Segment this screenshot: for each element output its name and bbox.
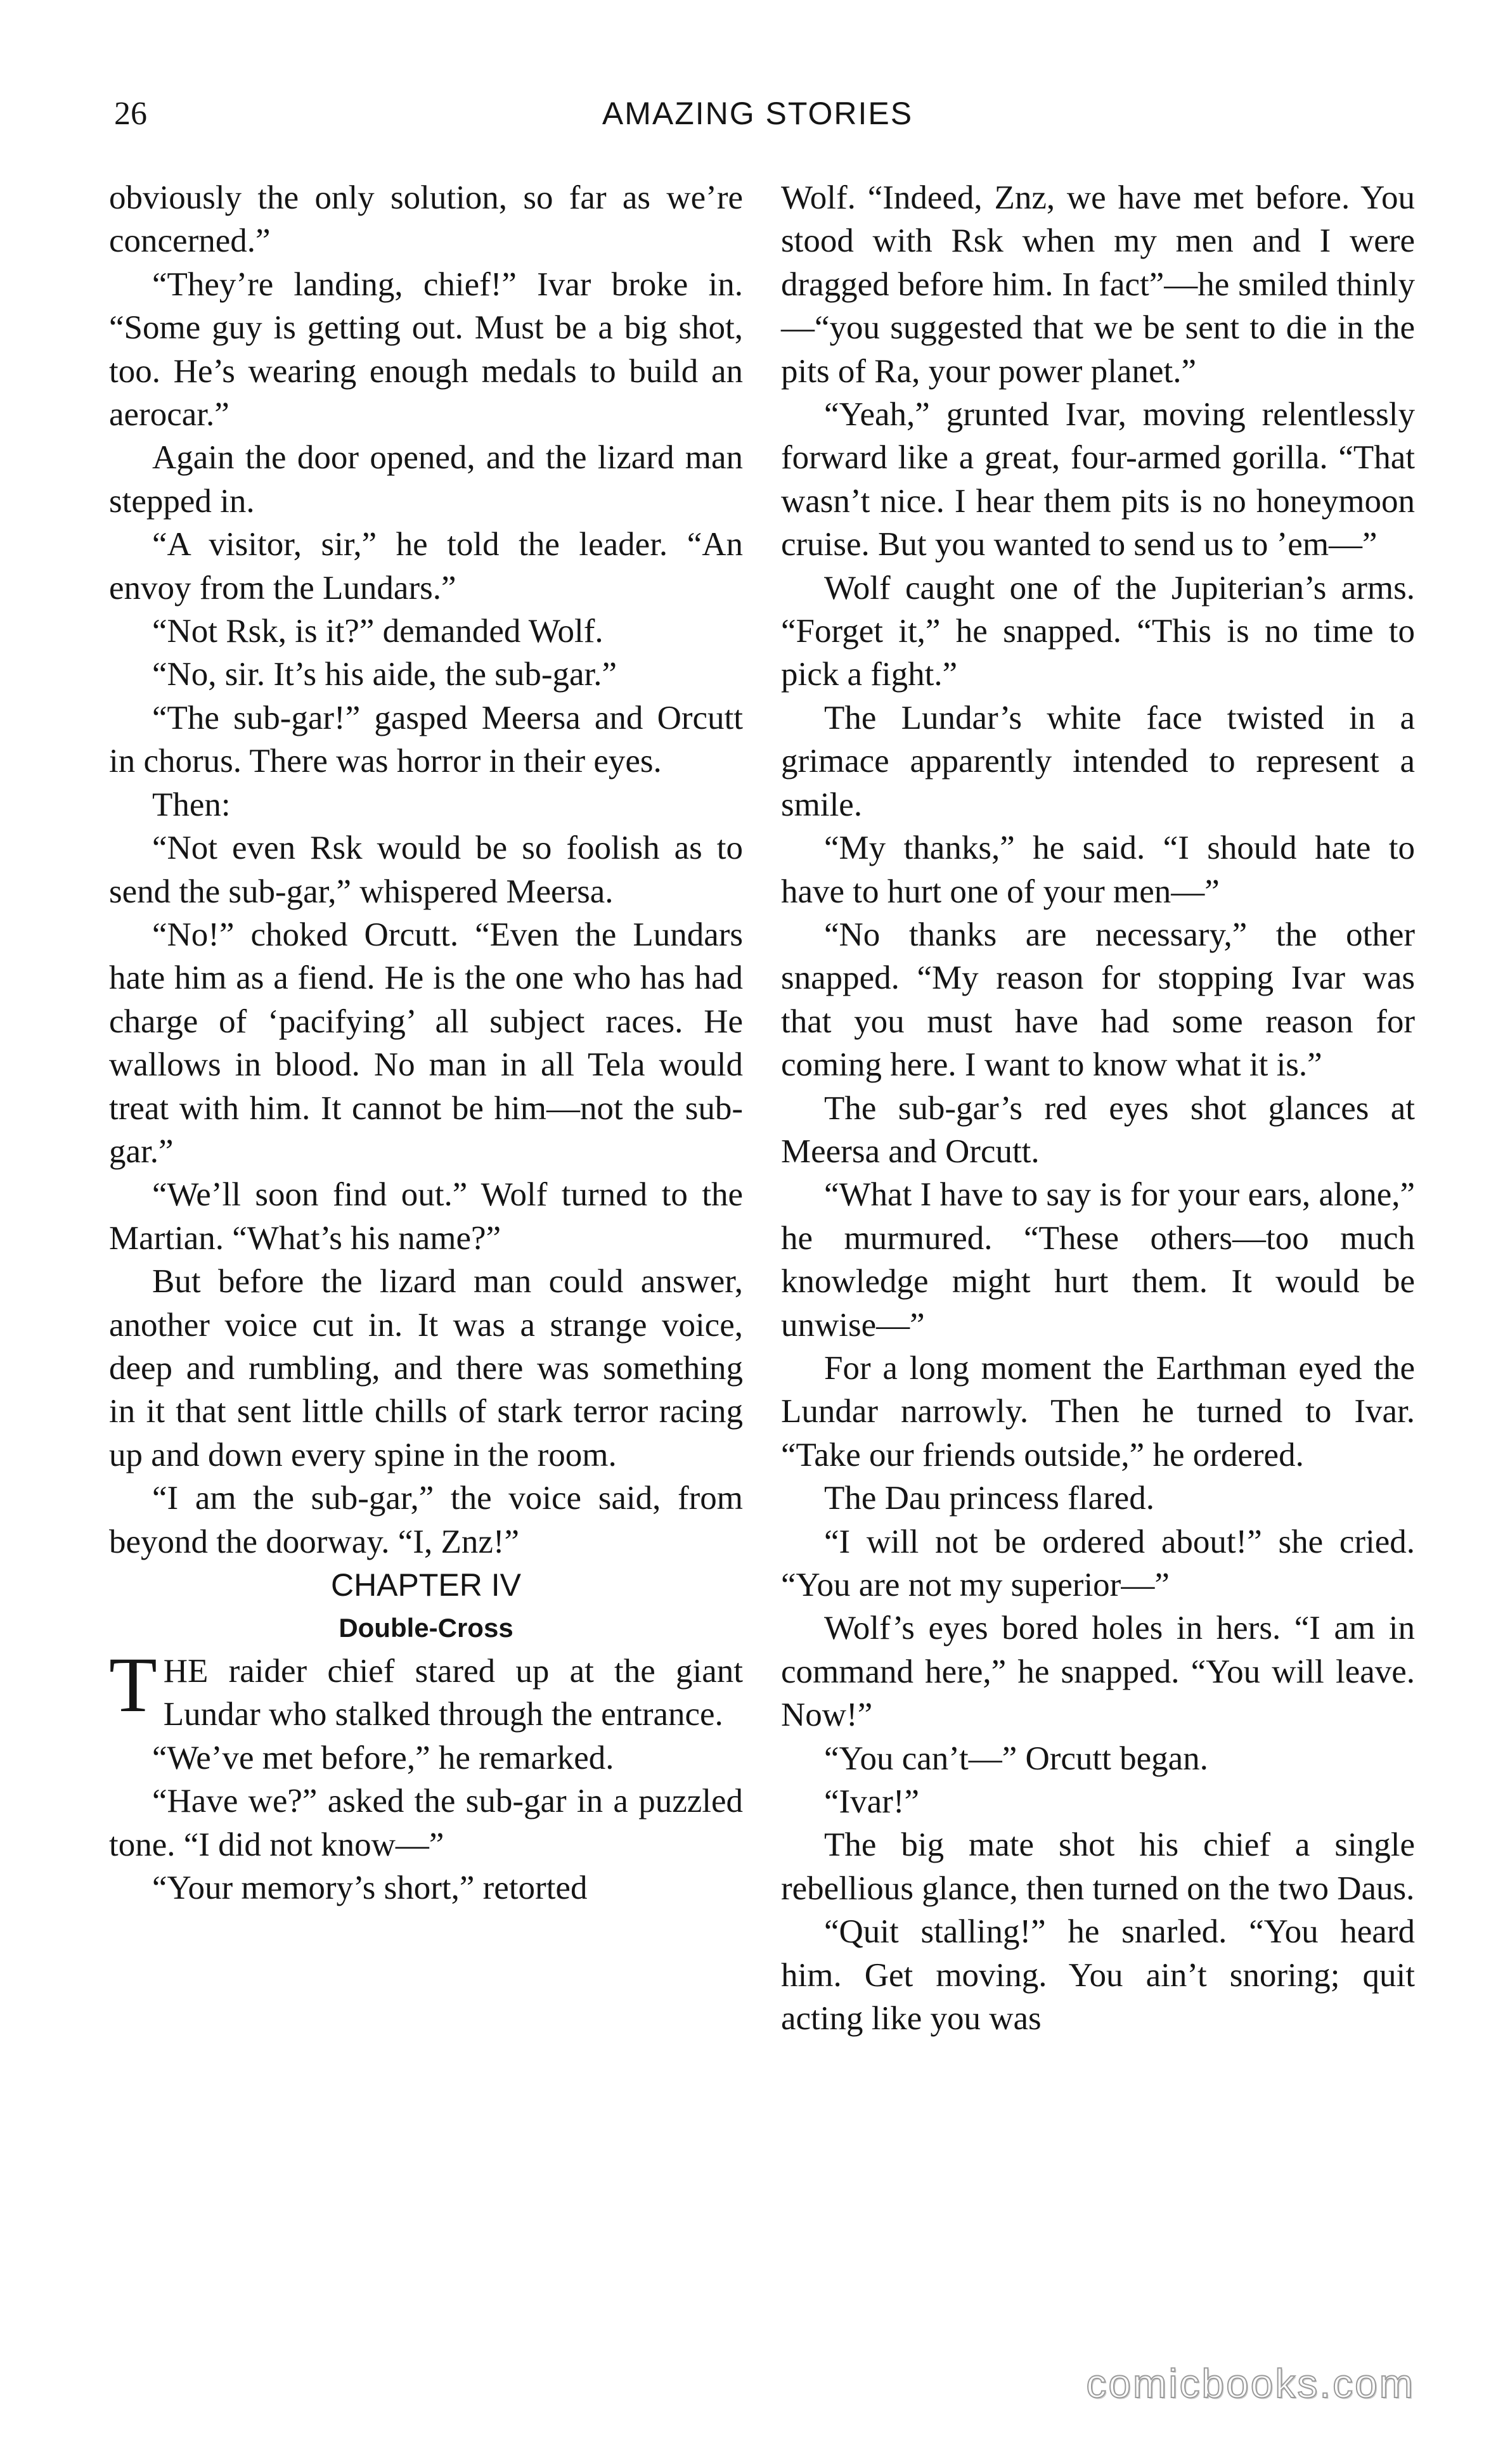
paragraph: “Ivar!” — [824, 1783, 920, 1821]
left-column — [109, 176, 743, 1909]
paragraph: “My thanks,” he said. “I should hate to have to hurt one of your men—” — [781, 830, 1415, 910]
right-column — [781, 176, 1415, 2040]
paragraph: “No!” choked Orcutt. “Even the Lundars hate him as a fiend. He is the one who has had charge of ‘pacifying’ all subject races. He wallows in blood. No man in all Tela would treat with him. It cannot be him—not the sub-gar.” — [109, 916, 743, 1170]
paragraph: But before the lizard man could answer, another voice cut in. It was a strange voice, deep and rumbling, and there was something in it that sent little chills of stark terror racing up and down every spine in the room. — [109, 1263, 743, 1473]
paragraph: “Your memory’s short,” retorted — [152, 1870, 588, 1907]
paragraph: Then: — [152, 786, 231, 823]
drop-cap: T — [109, 1641, 157, 1728]
paragraph: “Not even Rsk would be so foolish as to send the sub-gar,” whispered Meersa. — [109, 830, 743, 910]
chapter-subtitle: Double-Cross — [339, 1613, 513, 1643]
paragraph: “No thanks are necessary,” the other snapped. “My reason for stopping Ivar was that you must have had some reason for coming here. I want to know what it is.” — [781, 916, 1415, 1084]
paragraph: The Dau princess flared. — [824, 1480, 1154, 1517]
paragraph: The sub-gar’s red eyes shot glances at Meersa and Orcutt. — [781, 1089, 1415, 1170]
paragraph: “They’re landing, chief!” Ivar broke in. “Some guy is getting out. Must be a big shot, too. He’s wearing enough medals to build an aerocar.” — [109, 266, 743, 433]
paragraph: “The sub-gar!” gasped Meersa and Orcutt in chorus. There was horror in their eyes. — [109, 699, 743, 780]
paragraph: “You can’t—” Orcutt began. — [824, 1740, 1208, 1777]
paragraph: “Not Rsk, is it?” demanded Wolf. — [152, 613, 603, 650]
paragraph: “No, sir. It’s his aide, the sub-gar.” — [152, 656, 617, 693]
paragraph: Wolf’s eyes bored holes in hers. “I am in command here,” he snapped. “You will leave. Now!” — [781, 1610, 1415, 1734]
paragraph: obviously the only solution, so far as we’re concerned.” — [109, 179, 743, 260]
paragraph: “What I have to say is for your ears, alone,” he murmured. “These others—too much knowledge might hurt them. It would be unwise—” — [781, 1176, 1415, 1344]
paragraph: For a long moment the Earthman eyed the Lundar narrowly. Then he turned to Ivar. “Take our friends outside,” he ordered. — [781, 1349, 1415, 1473]
paragraph: “I am the sub-gar,” the voice said, from beyond the doorway. “I, Znz!” — [109, 1480, 743, 1560]
paragraph: “A visitor, sir,” he told the leader. “An envoy from the Lundars.” — [109, 526, 743, 606]
paragraph: Wolf. “Indeed, Znz, we have met before. You stood with Rsk when my men and I were dragged before him. In fact”—he smiled thinly—“you suggested that we be sent to die in the pits of Ra, your power planet.” — [781, 179, 1415, 390]
page-number: 26 — [114, 96, 147, 132]
chapter-opening-paragraph — [109, 1641, 743, 1736]
paragraph: “We’ve met before,” he remarked. — [152, 1739, 614, 1776]
running-head: AMAZING STORIES — [602, 96, 913, 131]
paragraph: “I will not be ordered about!” she cried. “You are not my superior—” — [781, 1523, 1415, 1603]
watermark: comicbooks.com — [1086, 2361, 1415, 2406]
chapter-title: CHAPTER IV — [330, 1567, 522, 1603]
paragraph: Wolf caught one of the Jupiterian’s arms. “Forget it,” he snapped. “This is no time to pick a fight.” — [781, 569, 1415, 693]
paragraph-text: HE raider chief stared up at the giant Lundar who stalked through the entrance. — [163, 1653, 743, 1733]
paragraph: Again the door opened, and the lizard man stepped in. — [109, 439, 743, 520]
paragraph: The big mate shot his chief a single rebellious glance, then turned on the two Daus. — [781, 1826, 1415, 1907]
page-header — [114, 95, 1401, 152]
paragraph: “Have we?” asked the sub-gar in a puzzled tone. “I did not know—” — [109, 1783, 743, 1863]
paragraph: “We’ll soon find out.” Wolf turned to the Martian. “What’s his name?” — [109, 1176, 743, 1257]
paragraph: “Yeah,” grunted Ivar, moving relentlessly forward like a great, four-armed gorilla. “That wasn’t nice. I hear them pits is no honeymoon cruise. But you wanted to send us to ’em—” — [781, 396, 1415, 563]
paragraph: “Quit stalling!” he snarled. “You heard him. Get moving. You ain’t snoring; quit acting like you was — [781, 1913, 1415, 2037]
paragraph: The Lundar’s white face twisted in a grimace apparently intended to represent a smile. — [781, 699, 1415, 823]
